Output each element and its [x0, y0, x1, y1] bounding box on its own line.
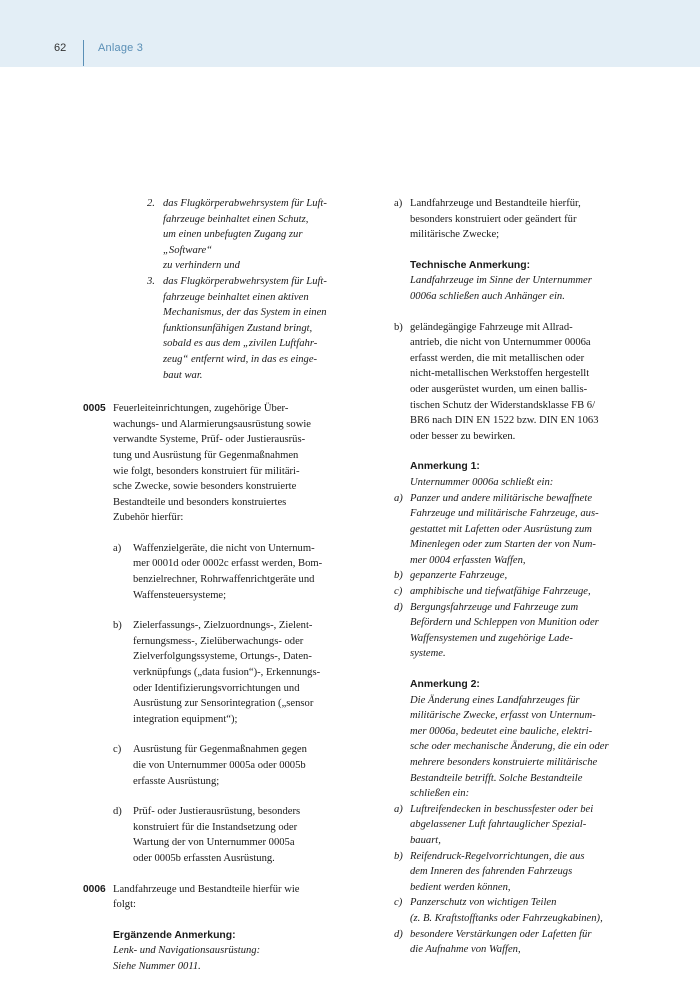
- numbered-item-text: das Flugkörperabwehrsystem für Luft- fahrzeuge beinhaltet einen aktiven Mechanismus, der das System in einen funktionsunfähigen Zustand bringt, sobald es aus dem „zivilen Luftfahr- zeug“ entfernt wird, in das es einge- baut war.: [163, 275, 327, 381]
- note-1: Anmerkung 1: Unternummer 0006a schließt ein:: [394, 459, 626, 490]
- entry-0006-item-a: a) Landfahrzeuge und Bestandteile hierfür, besonders konstruiert oder geändert für militärische Zwecke;: [394, 198, 581, 241]
- note-1-heading: Anmerkung 1:: [410, 461, 480, 473]
- note-1-item-b: b) gepanzerte Fahrzeuge,: [394, 570, 508, 582]
- note-1-list: [394, 491, 626, 663]
- numbered-item-3: 3. das Flugkörperabwehrsystem für Luft- fahrzeuge beinhaltet einen aktiven Mechanismus, der das System in einen funktionsunfähigen Zustand bringt, sobald es aus dem „zivilen Luftfahr- zeug“ entfernt wird, in das es einge- baut war.: [83, 274, 345, 383]
- right-column: [394, 196, 626, 958]
- entry-0005: 0005 Feuerleiteinrichtungen, zugehörige Über- wachungs- und Alarmierungsausrüstung sowie verwandte Systeme, Prüf- oder Justierausrüs- tung und Ausrüstung für Gegenmaßnahmen wie folgt, besonders konstruiert für militäri- sche Zwecke, sowie besonders konstruierte Bestandteile und besonders konstruiertes Zubehör hierfür:: [83, 403, 312, 524]
- note-1-item-d: d) Bergungsfahrzeuge und Fahrzeuge zum Befördern und Schleppen von Munition oder Waffensystemen und zugehörige Lade- systeme.: [394, 601, 599, 660]
- numbered-item-text: das Flugkörperabwehrsystem für Luft- fahrzeuge beinhaltet einen Schutz, um einen unbefugten Zugang zur „Software“ zu verhindern und: [163, 198, 327, 272]
- supplementary-note-heading: Ergänzende Anmerkung:: [113, 929, 236, 941]
- page-header: [0, 0, 700, 67]
- entry-0006: 0006 Landfahrzeuge und Bestandteile hierfür wie folgt: Ergänzende Anmerkung: Lenk- und Navigationsausrüstung: Siehe Nummer 0011.: [83, 882, 345, 975]
- note-2-item-c: c) Panzerschutz von wichtigen Teilen (z. B. Kraftstofftanks oder Fahrzeugkabinen),: [394, 897, 603, 924]
- left-column: [83, 196, 345, 975]
- entry-code: 0005: [83, 403, 106, 415]
- technical-note-heading: Technische Anmerkung:: [410, 259, 531, 271]
- entry-0005-item-a: a) Waffenzielgeräte, die nicht von Unternum- mer 0001d oder 0002c erfasst werden, Bom- benzielrechner, Rohrwaffenrichtgeräte und Waffensteuersysteme;: [113, 542, 323, 601]
- entry-0006-item-b: b) geländegängige Fahrzeuge mit Allrad- antrieb, die nicht von Unternummer 0006a erfasst werden, die mit metallischen oder nicht-metallischen Werkstoffen hergestellt oder ausgerüstet wurden, um einen ballis- tischen Schutz der Widerstandsklasse FB 6/ BR6 nach DIN EN 1522 bzw. DIN EN 1063 oder besser zu bewirken.: [394, 321, 599, 442]
- page-number: 62: [54, 42, 67, 54]
- note-2-list: [394, 802, 626, 958]
- note-2-item-b: b) Reifendruck-Regelvorrichtungen, die aus dem Inneren des fahrenden Fahrzeugs bedient werden können,: [394, 850, 585, 893]
- entry-0005-item-d: d) Prüf- oder Justierausrüstung, besonders konstruiert für die Instandsetzung oder Wartung der von Unternummer 0005a oder 0005b erfassten Ausrüstung.: [113, 806, 301, 864]
- note-1-item-a: a) Panzer und andere militärische bewaffnete Fahrzeuge und militärische Fahrzeuge, aus- gestattet mit Lafetten oder Ausrüstung zum Minenlegen oder zum Starten der von Num- mer 0004 erfassten Waffen,: [394, 492, 599, 566]
- note-2-heading: Anmerkung 2:: [410, 679, 480, 691]
- entry-0005-item-c: c) Ausrüstung für Gegenmaßnahmen gegen die von Unternummer 0005a oder 0005b erfasste Ausrüstung;: [113, 744, 307, 787]
- note-2-item-a: a) Luftreifendecken in beschussfester oder bei abgelassener Luft fahrtauglicher Spezial- bauart,: [394, 803, 594, 846]
- note-2-item-d: d) besondere Verstärkungen oder Lafetten für die Aufnahme von Waffen,: [394, 928, 592, 956]
- technical-note: Technische Anmerkung: Landfahrzeuge im Sinne der Unternummer 0006a schließen auch Anhänger ein.: [394, 258, 626, 305]
- note-1-item-c: c) amphibische und tiefwatfähige Fahrzeuge,: [394, 586, 591, 598]
- numbered-item-2: 2. das Flugkörperabwehrsystem für Luft- fahrzeuge beinhaltet einen Schutz, um einen unbefugten Zugang zur „Software“ zu verhindern und: [83, 196, 345, 274]
- note-2: Anmerkung 2: Die Änderung eines Landfahrzeuges für militärische Zwecke, erfasst von Unternum- mer 0006a, bedeutet eine bauliche, elektri- sche oder mechanische Änderung, die ein oder mehrere besonders konstruierte militärische Bestandteile betrifft. Solche Bestandteile schließen ein:: [394, 677, 626, 802]
- header-divider: [83, 40, 84, 66]
- section-title: Anlage 3: [98, 42, 144, 54]
- entry-0005-item-b: b) Zielerfassungs-, Zielzuordnungs-, Zielent- fernungsmess-, Zielüberwachungs- oder Zielverfolgungssysteme, Ortungs-, Daten- verknüpfungs („data fusion“)-, Erkennungs- oder Identifizierungsvorrichtungen und Ausrüstung zur Sensorintegration („sensor integration equipment“);: [113, 620, 321, 725]
- entry-code: 0006: [83, 883, 106, 895]
